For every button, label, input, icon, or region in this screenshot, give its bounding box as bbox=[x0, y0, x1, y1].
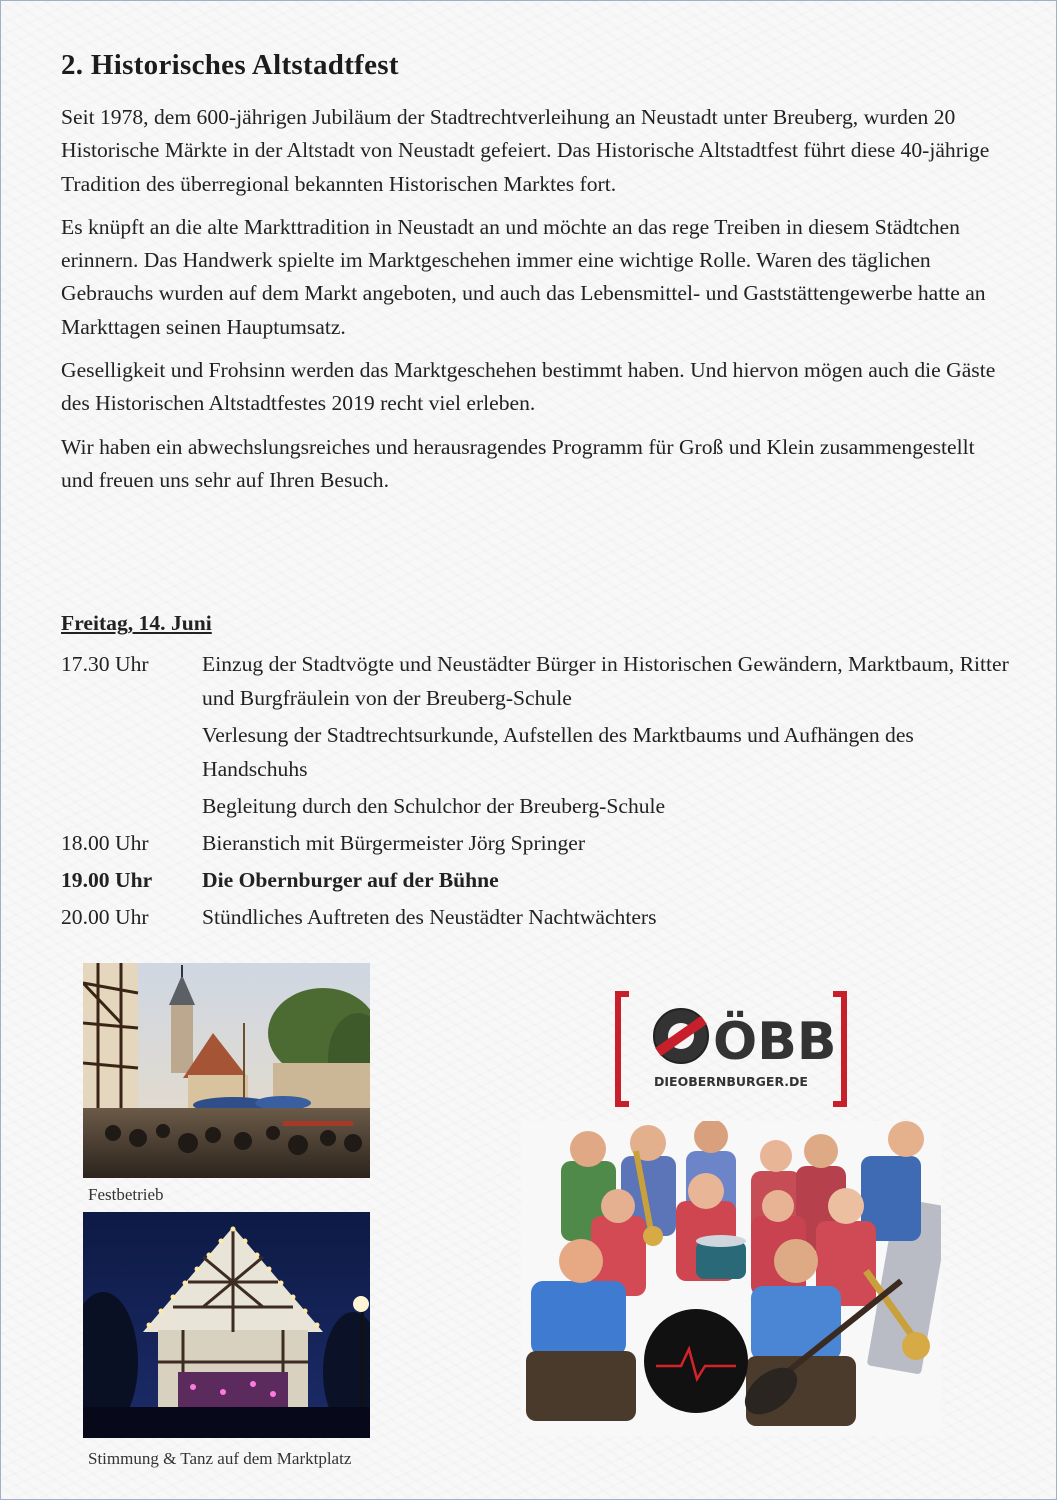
page-title: 2. Historisches Altstadtfest bbox=[61, 49, 399, 81]
paragraph: Wir haben ein abwechslungsreiches und herausragendes Programm für Groß und Klein zusammengestellt und freuen uns sehr auf Ihren Besuch. bbox=[61, 434, 975, 492]
schedule-text: Stündliches Auftreten des Neustädter Nachtwächters bbox=[202, 905, 657, 929]
photo-caption: Festbetrieb bbox=[88, 1185, 164, 1204]
schedule-text: Einzug der Stadtvögte und Neustädter Bürger in Historischen Gewändern, Marktbaum, Ritter und Burgfräulein von der Breuberg-Schule bbox=[202, 652, 1009, 710]
schedule-time: 17.30 Uhr bbox=[61, 652, 149, 676]
schedule-row bbox=[61, 826, 1011, 860]
schedule-text: Begleitung durch den Schulchor der Breuberg-Schule bbox=[202, 794, 666, 818]
schedule-text: Bieranstich mit Bürgermeister Jörg Springer bbox=[202, 831, 586, 855]
band-logo bbox=[615, 991, 847, 1107]
schedule-row bbox=[61, 789, 1011, 823]
intro-text bbox=[61, 101, 1011, 507]
photo-caption: Stimmung & Tanz auf dem Marktplatz bbox=[88, 1449, 352, 1468]
schedule-text: Verlesung der Stadtrechtsurkunde, Aufstellen des Marktbaums und Aufhängen des Handschuhs bbox=[202, 723, 914, 781]
evening-house-image bbox=[83, 1212, 370, 1438]
schedule-row-highlight bbox=[61, 863, 1011, 897]
schedule-row bbox=[61, 900, 1011, 934]
schedule bbox=[61, 647, 1011, 934]
obb-logo-icon bbox=[615, 991, 847, 1107]
paragraph: Geselligkeit und Frohsinn werden das Marktgeschehen bestimmt haben. Und hiervon mögen auch die Gäste des Historischen Altstadtfestes 2019 recht viel erleben. bbox=[61, 358, 996, 416]
photo-stimmung bbox=[83, 1212, 370, 1438]
schedule-time bbox=[61, 789, 202, 823]
schedule-text: Die Obernburger auf der Bühne bbox=[202, 868, 499, 892]
schedule-time: 18.00 Uhr bbox=[61, 831, 149, 855]
band-photo bbox=[521, 1121, 941, 1436]
logo-letters: ÖBB bbox=[713, 1012, 837, 1072]
schedule-time: 19.00 Uhr bbox=[61, 868, 153, 892]
paragraph: Seit 1978, dem 600-jährigen Jubiläum der Stadtrechtverleihung an Neustadt unter Breuberg, wurden 20 Historische Märkte in der Altstadt von Neustadt gefeiert. Das Historische Altstadtfest führt diese 40-jährige Tradition des überregional bekannten Historischen Marktes fort. bbox=[61, 105, 990, 196]
schedule-row bbox=[61, 647, 1011, 715]
schedule-time bbox=[61, 718, 202, 786]
band-group-image bbox=[521, 1121, 941, 1436]
schedule-time: 20.00 Uhr bbox=[61, 905, 149, 929]
paragraph: Es knüpft an die alte Markttradition in Neustadt an und möchte an das rege Treiben in diesem Städtchen erinnern. Das Handwerk spielte im Marktgeschehen immer eine wichtige Rolle. Waren des täglichen Gebrauchs wurden auf dem Markt angeboten, und auch das Lebensmittel- und Gaststättengewerbe hatte an Markttagen seinen Hauptumsatz. bbox=[61, 214, 986, 339]
logo-subtext: DIEOBERNBURGER.DE bbox=[654, 1074, 808, 1089]
photo-festbetrieb bbox=[83, 963, 370, 1178]
schedule-day-heading: Freitag, 14. Juni bbox=[61, 611, 212, 635]
street-scene-image bbox=[83, 963, 370, 1178]
schedule-row bbox=[61, 718, 1011, 786]
